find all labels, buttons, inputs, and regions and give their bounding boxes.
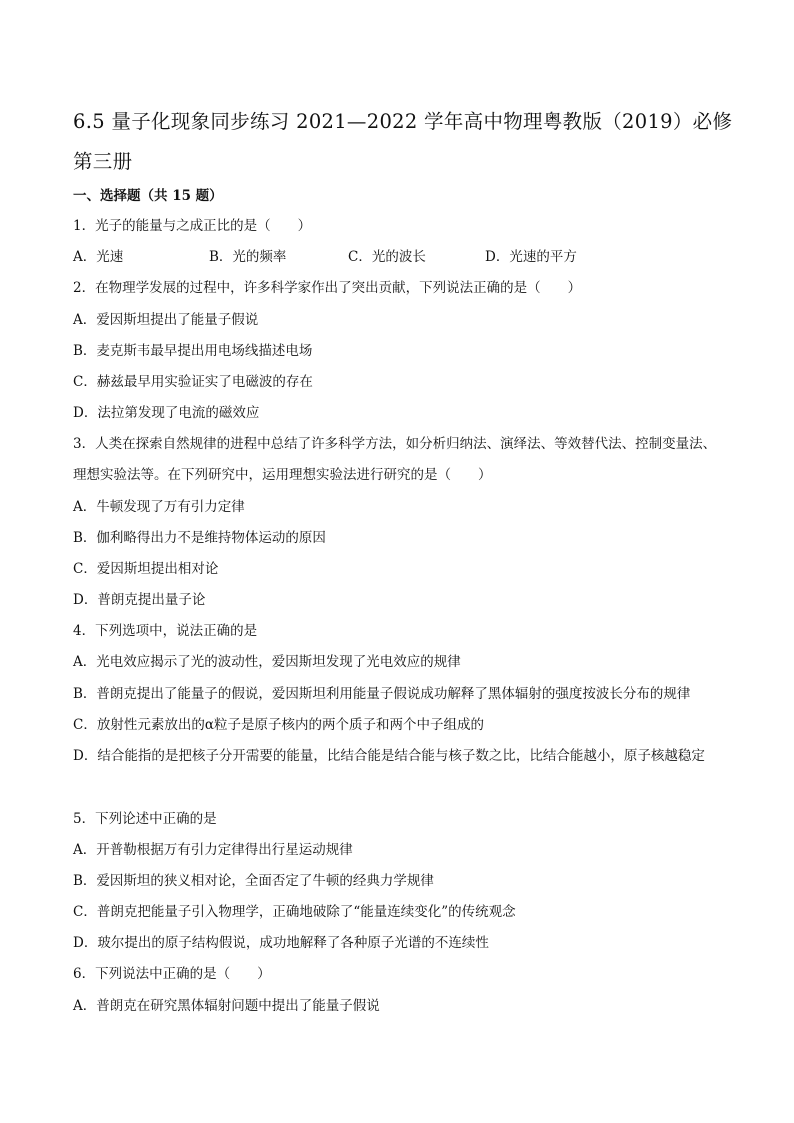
question-5-option-d: D．玻尔提出的原子结构假说，成功地解释了各种原子光谱的不连续性 xyxy=(73,935,489,951)
question-5-option-b: B．爱因斯坦的狭义相对论，全面否定了牛顿的经典力学规律 xyxy=(73,873,434,889)
question-5-option-a: A．开普勒根据万有引力定律得出行星运动规律 xyxy=(73,842,353,858)
question-1-options xyxy=(73,247,718,267)
question-2-option-d: D．法拉第发现了电流的磁效应 xyxy=(73,405,260,421)
question-2-option-b: B．麦克斯韦最早提出用电场线描述电场 xyxy=(73,343,313,359)
question-1-option-d: D．光速的平方 xyxy=(485,249,577,265)
question-5-option-c: C．普朗克把能量子引入物理学，正确地破除了“能量连续变化”的传统观念 xyxy=(73,904,516,920)
page-title: 6.5 量子化现象同步练习 2021—2022 学年高中物理粤教版（2019）必修第三册 xyxy=(73,110,733,173)
section-heading: 一、选择题（共 15 题） xyxy=(73,188,223,204)
question-3-stem: 3．人类在探索自然规律的进程中总结了许多科学方法，如分析归纳法、演绎法、等效替代法、控制变量法、理想实验法等。在下列研究中，运用理想实验法进行研究的是（ ） xyxy=(73,436,717,483)
question-2-option-c: C．赫兹最早用实验证实了电磁波的存在 xyxy=(73,374,313,390)
question-4-option-b: B．普朗克提出了能量子的假说，爱因斯坦利用能量子假说成功解释了黑体辐射的强度按波长分布的规律 xyxy=(73,686,691,702)
question-1-option-c: C．光的波长 xyxy=(348,249,426,265)
question-5-stem: 5．下列论述中正确的是 xyxy=(73,811,217,827)
question-3-option-b: B．伽利略得出力不是维持物体运动的原因 xyxy=(73,530,326,546)
question-2-stem: 2．在物理学发展的过程中，许多科学家作出了突出贡献，下列说法正确的是（ ） xyxy=(73,280,582,296)
question-4-option-c: C．放射性元素放出的α粒子是原子核内的两个质子和两个中子组成的 xyxy=(73,717,484,733)
question-1-stem: 1．光子的能量与之成正比的是（ ） xyxy=(73,218,312,234)
question-2-option-a: A．爱因斯坦提出了能量子假说 xyxy=(73,312,259,328)
question-6-stem: 6．下列说法中正确的是（ ） xyxy=(73,966,271,982)
question-1-option-a: A．光速 xyxy=(73,249,124,265)
question-4-option-d: D．结合能指的是把核子分开需要的能量，比结合能是结合能与核子数之比，比结合能越小，原子核越稳定 xyxy=(73,748,705,764)
question-4-stem: 4．下列选项中，说法正确的是 xyxy=(73,623,258,639)
question-3-option-d: D．普朗克提出量子论 xyxy=(73,592,206,608)
question-4-option-a: A．光电效应揭示了光的波动性，爱因斯坦发现了光电效应的规律 xyxy=(73,654,461,670)
question-3-option-c: C．爱因斯坦提出相对论 xyxy=(73,561,219,577)
question-3-option-a: A．牛顿发现了万有引力定律 xyxy=(73,499,245,515)
question-6-option-a: A．普朗克在研究黑体辐射问题中提出了能量子假说 xyxy=(73,998,380,1014)
question-1-option-b: B．光的频率 xyxy=(209,249,287,265)
